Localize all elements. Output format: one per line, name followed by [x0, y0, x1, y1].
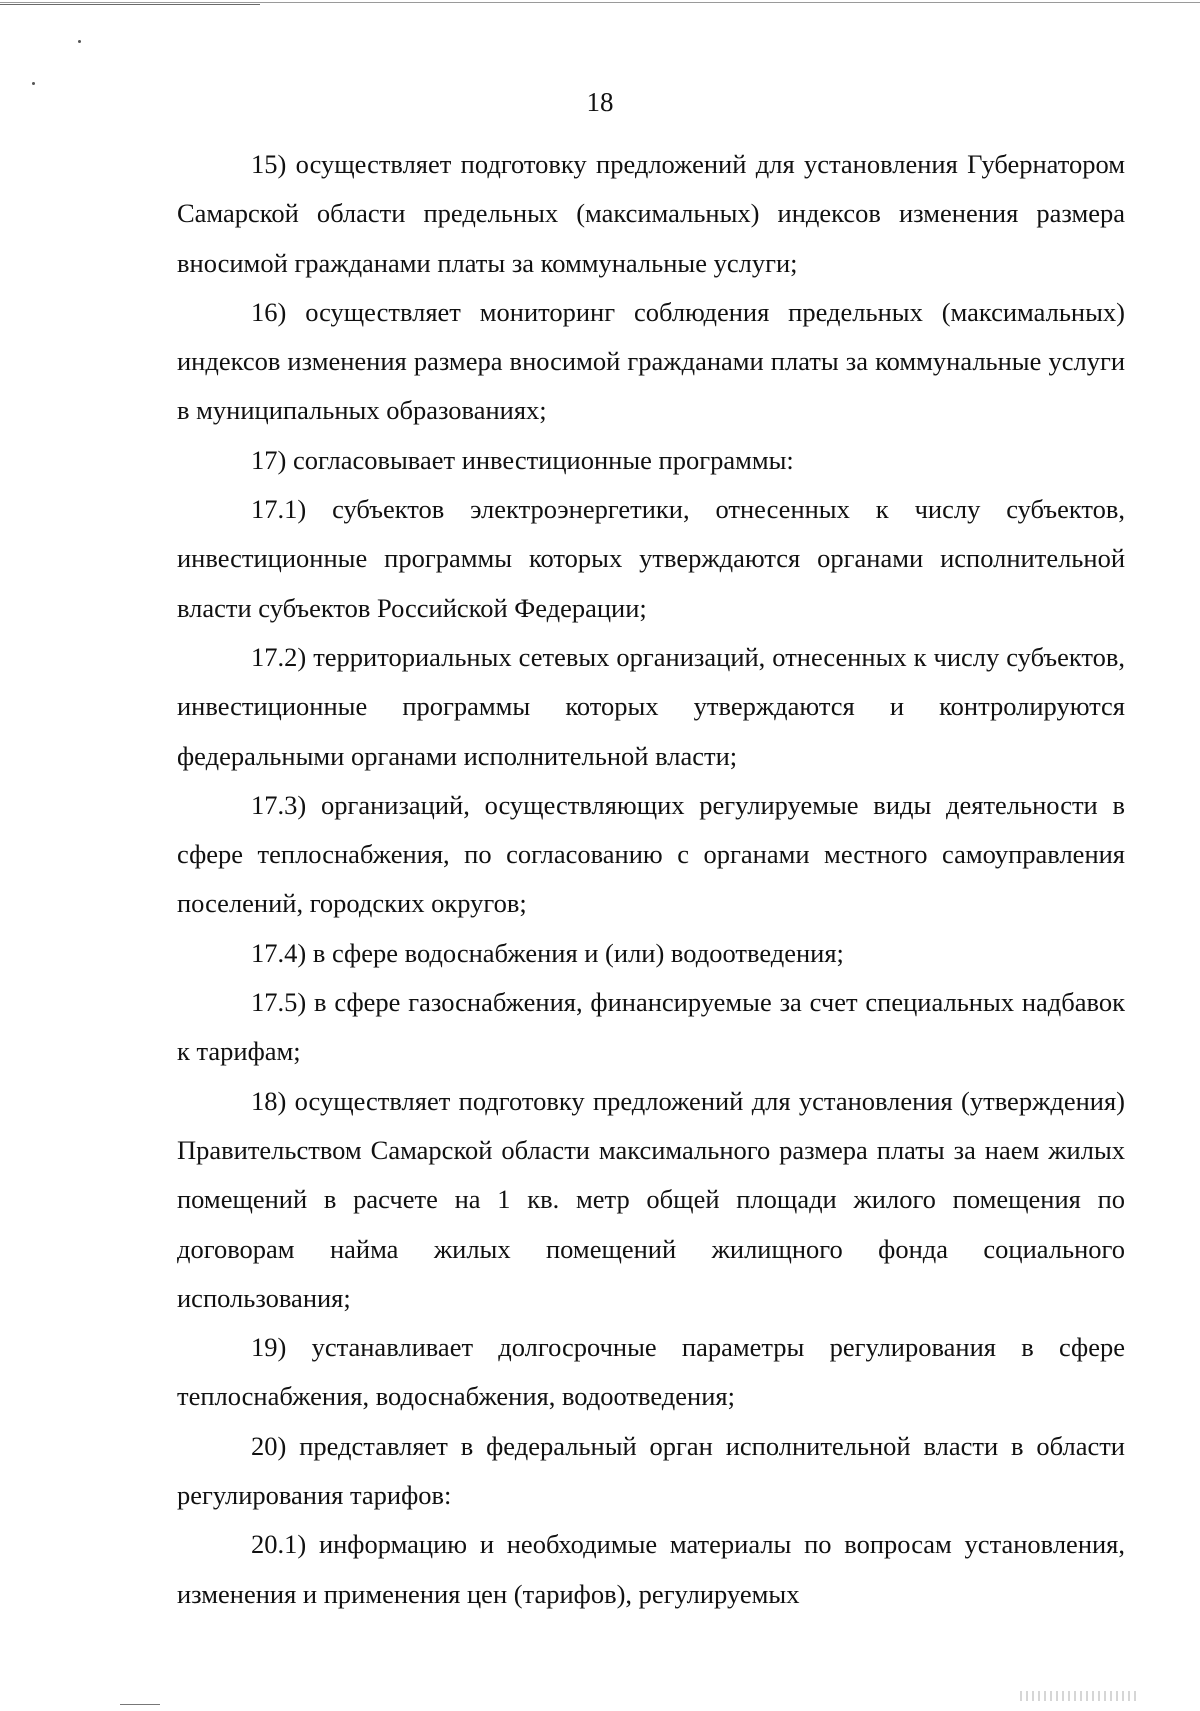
paragraph-16: 16) осуществляет мониторинг соблюдения предельных (максимальных) индексов изменения размера вносимой гражданами платы за коммунальные услуги в муниципальных образованиях;	[177, 296, 1125, 426]
scan-speck	[78, 40, 81, 43]
paragraph-20: 20) представляет в федеральный орган исполнительной власти в области регулирования тарифов:	[177, 1430, 1125, 1511]
scan-speck	[32, 82, 35, 85]
scan-top-edge-dark	[0, 4, 260, 5]
document-body	[177, 140, 1125, 1619]
paragraph-17-1: 17.1) субъектов электроэнергетики, отнесенных к числу субъектов, инвестиционные программы которых утверждаются органами исполнительной власти субъектов Российской Федерации;	[177, 494, 1125, 623]
paragraph-18: 18) осуществляет подготовку предложений для установления (утверждения) Правительством Самарской области максимального размера платы за наем жилых помещений в расчете на 1 кв. метр общей площади жилого помещения по договорам найма жилых помещений жилищного фонда социального использования;	[177, 1085, 1125, 1313]
paragraph-20-1: 20.1) информацию и необходимые материалы по вопросам установления, изменения и применения цен (тарифов), регулируемых	[177, 1529, 1125, 1609]
paragraph-15: 15) осуществляет подготовку предложений для установления Губернатором Самарской области предельных (максимальных) индексов изменения размера вносимой гражданами платы за коммунальные услуги;	[177, 149, 1125, 278]
page-number: 18	[586, 87, 614, 117]
paragraph-17-2: 17.2) территориальных сетевых организаций, отнесенных к числу субъектов, инвестиционные программы которых утверждаются и контролируются федеральными органами исполнительной власти;	[177, 641, 1125, 771]
scan-bottom-edge	[120, 1704, 160, 1705]
paragraph-17: 17) согласовывает инвестиционные программы:	[251, 444, 794, 475]
scan-noise	[1020, 1691, 1140, 1701]
scan-top-edge	[0, 2, 1200, 3]
paragraph-17-4: 17.4) в сфере водоснабжения и (или) водоотведения;	[251, 937, 844, 968]
paragraph-17-5: 17.5) в сфере газоснабжения, финансируемые за счет специальных надбавок к тарифам;	[177, 987, 1125, 1067]
paragraph-19: 19) устанавливает долгосрочные параметры регулирования в сфере теплоснабжения, водоснабжения, водоотведения;	[177, 1332, 1125, 1412]
paragraph-17-3: 17.3) организаций, осуществляющих регулируемые виды деятельности в сфере теплоснабжения, по согласованию с органами местного самоуправления поселений, городских округов;	[177, 789, 1125, 919]
